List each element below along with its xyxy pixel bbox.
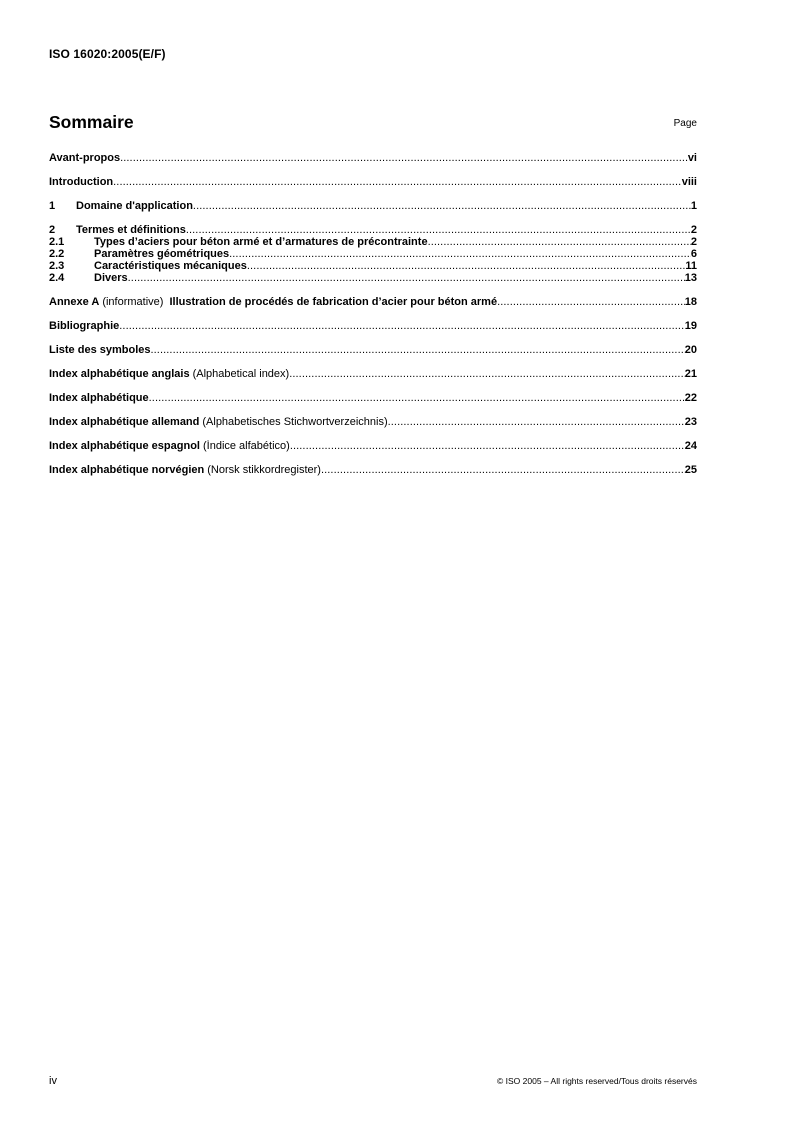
dot-leader	[497, 296, 685, 308]
dot-leader	[289, 368, 685, 380]
toc-entry-index-allemand[interactable]	[49, 416, 697, 428]
toc-entry-title: Index alphabétique norvégien	[49, 464, 205, 476]
toc-entry-title: Bibliographie	[49, 320, 120, 332]
toc-entry-page: 2	[690, 236, 697, 248]
toc-entry-2-1[interactable]	[49, 236, 697, 248]
toc-entry-note: (Índice alfabético)	[202, 440, 290, 452]
toc-entry-prefix: Annexe A	[49, 296, 100, 308]
dot-leader	[428, 236, 691, 248]
toc-entry-index-anglais[interactable]	[49, 368, 697, 380]
toc-entry-title: Introduction	[49, 176, 114, 188]
page-column-label: Page	[673, 118, 697, 129]
toc-entry-title: Liste des symboles	[49, 344, 151, 356]
toc-entry-number: 2	[49, 224, 56, 236]
toc-entry-title: Termes et définitions	[76, 224, 186, 236]
toc-entry-index-alphabetique[interactable]	[49, 392, 697, 404]
toc-title: Sommaire	[49, 112, 134, 132]
toc-entry-title: Types d’aciers pour béton armé et d’armatures de précontrainte	[94, 236, 428, 248]
table-of-contents	[49, 152, 697, 476]
document-header: ISO 16020:2005(E/F)	[49, 47, 166, 61]
toc-entry-note: (Alphabetisches Stichwortverzeichnis)	[202, 416, 388, 428]
toc-entry-bibliographie[interactable]	[49, 320, 697, 332]
dot-leader	[247, 260, 686, 272]
toc-entry-title: Divers	[94, 272, 128, 284]
toc-entry-introduction[interactable]	[49, 176, 697, 188]
toc-entry-title: Index alphabétique espagnol	[49, 440, 200, 452]
toc-entry-page: 1	[690, 200, 697, 212]
toc-entry-page: 6	[690, 248, 697, 260]
toc-entry-2-2[interactable]	[49, 248, 697, 260]
toc-entry-note: (Alphabetical index)	[192, 368, 290, 380]
dot-leader	[151, 344, 685, 356]
toc-entry-index-norvegien[interactable]	[49, 464, 697, 476]
toc-entry-number: 2.2	[49, 248, 65, 260]
dot-leader	[186, 224, 691, 236]
dot-leader	[119, 320, 684, 332]
toc-entry-page: 21	[684, 368, 697, 380]
toc-entry-index-espagnol[interactable]	[49, 440, 697, 452]
toc-entry-title: Index alphabétique anglais	[49, 368, 190, 380]
toc-entry-avant-propos[interactable]	[49, 152, 697, 164]
toc-entry-page: 20	[684, 344, 697, 356]
toc-entry-title: Avant-propos	[49, 152, 121, 164]
dot-leader	[321, 464, 685, 476]
toc-entry-page: 18	[684, 296, 697, 308]
toc-entry-page: viii	[681, 176, 697, 188]
toc-entry-page: 11	[685, 260, 697, 272]
toc-entry-title: Domaine d'application	[76, 200, 193, 212]
dot-leader	[290, 440, 685, 452]
toc-entry-2-4[interactable]	[49, 272, 697, 284]
dot-leader	[149, 392, 685, 404]
toc-entry-number: 2.3	[49, 260, 65, 272]
dot-leader	[229, 248, 691, 260]
dot-leader	[120, 152, 688, 164]
toc-entry-termes[interactable]	[49, 224, 697, 236]
toc-entry-note: (Norsk stikkordregister)	[207, 464, 321, 476]
toc-entry-annexe-a[interactable]	[49, 296, 697, 308]
dot-leader	[193, 200, 691, 212]
dot-leader	[113, 176, 682, 188]
toc-entry-domaine[interactable]	[49, 200, 697, 212]
toc-entry-page: 23	[684, 416, 697, 428]
toc-entry-page: 25	[684, 464, 697, 476]
toc-entry-title: Index alphabétique allemand	[49, 416, 200, 428]
toc-entry-title: Caractéristiques mécaniques	[94, 260, 247, 272]
dot-leader	[388, 416, 685, 428]
toc-entry-page: 2	[690, 224, 697, 236]
toc-entry-number: 2.4	[49, 272, 65, 284]
toc-entry-2-3[interactable]	[49, 260, 697, 272]
toc-entry-page: 22	[684, 392, 697, 404]
dot-leader	[128, 272, 685, 284]
toc-entry-page: 13	[684, 272, 697, 284]
toc-entry-page: 24	[684, 440, 697, 452]
toc-entry-number: 1	[49, 200, 56, 212]
toc-entry-prefix-note: (informative)	[102, 296, 164, 308]
toc-entry-title: Paramètres géométriques	[94, 248, 230, 260]
toc-entry-title: Illustration de procédés de fabrication d’acier pour béton armé	[169, 296, 498, 308]
toc-entry-liste-symboles[interactable]	[49, 344, 697, 356]
toc-entry-page: vi	[687, 152, 697, 164]
toc-entry-number: 2.1	[49, 236, 65, 248]
toc-entry-page: 19	[684, 320, 697, 332]
toc-entry-title: Index alphabétique	[49, 392, 149, 404]
copyright-notice: © ISO 2005 – All rights reserved/Tous droits réservés	[497, 1076, 697, 1086]
page-number: iv	[49, 1075, 57, 1087]
